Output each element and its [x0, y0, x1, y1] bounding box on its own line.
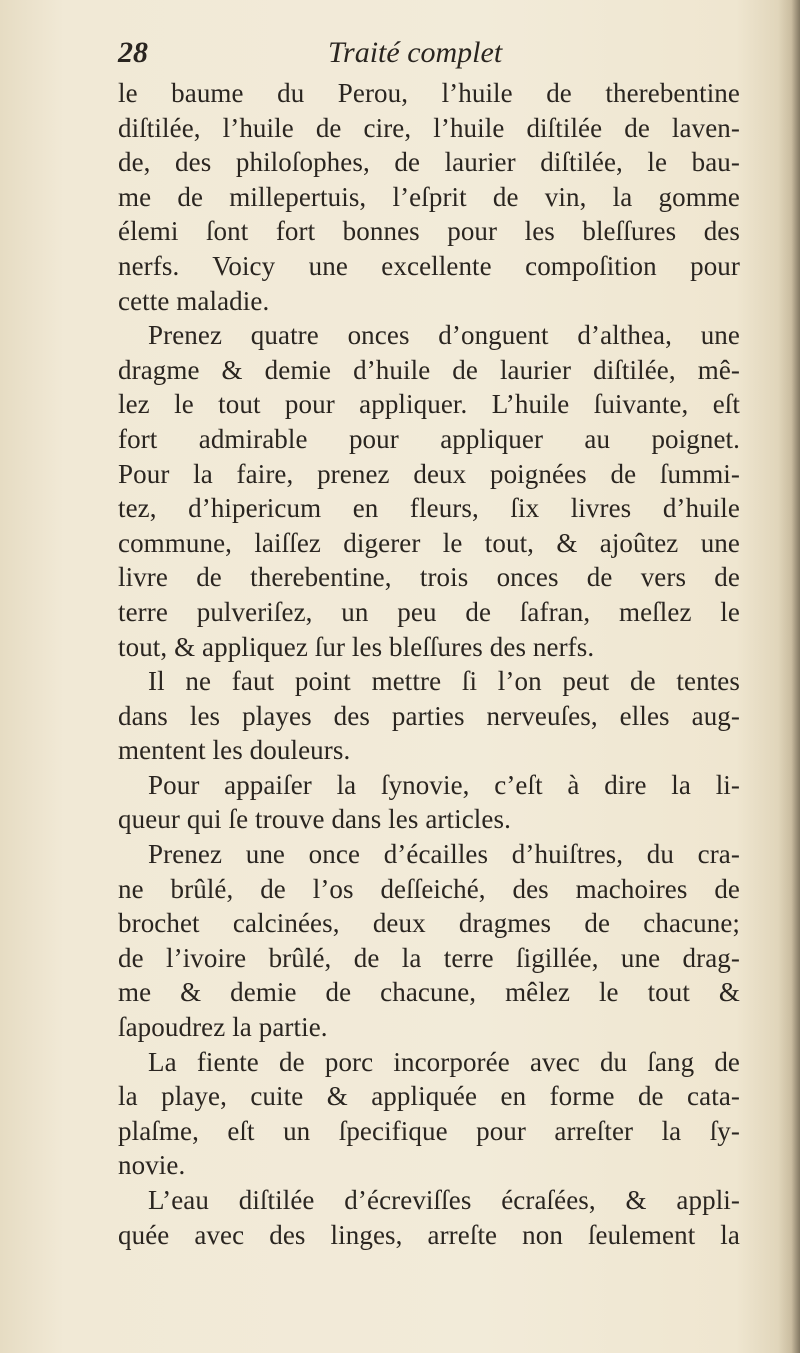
text-line: novie. — [118, 1150, 186, 1181]
text-line: La fiente de porc incorporée avec du ſang de — [148, 1046, 740, 1077]
text-line: commune, laiſſez digerer le tout, & ajoûtez une — [118, 527, 740, 558]
text-line: me & demie de chacune, mêlez le tout & — [118, 977, 740, 1008]
text-line: de l’ivoire brûlé, de la terre ſigillée, une drag- — [118, 942, 740, 973]
text-line: ne brûlé, de l’os deſſeiché, des machoires de — [118, 873, 740, 904]
text-line: mentent les douleurs. — [118, 735, 351, 766]
text-line: de, des philoſophes, de laurier diſtilée, le bau- — [118, 147, 740, 178]
text-line: Pour la faire, prenez deux poignées de ſummi- — [118, 458, 740, 489]
text-line: Prenez une once d’écailles d’huiſtres, du cra- — [148, 839, 740, 870]
text-line: tez, d’hipericum en fleurs, ſix livres d’huile — [118, 493, 740, 524]
text-line: tout, & appliquez ſur les bleſſures des nerfs. — [118, 631, 595, 662]
text-line: fort admirable pour appliquer au poignet. — [118, 423, 740, 454]
text-line: me de millepertuis, l’eſprit de vin, la gomme — [118, 181, 740, 212]
page-gutter-shadow — [778, 0, 800, 1353]
text-line: la playe, cuite & appliquée en forme de cata- — [118, 1081, 740, 1112]
body-text — [118, 76, 740, 1252]
text-line: quée avec des linges, arreſte non ſeulement la — [118, 1219, 740, 1250]
text-line: ſapoudrez la partie. — [118, 1012, 328, 1043]
text-line: livre de therebentine, trois onces de vers de — [118, 562, 740, 593]
page-header — [118, 36, 740, 76]
text-line: Il ne faut point mettre ſi l’on peut de tentes — [148, 666, 740, 697]
text-line: Prenez quatre onces d’onguent d’althea, une — [148, 320, 740, 351]
running-title: Traité complet — [328, 36, 503, 69]
text-line: plaſme, eſt un ſpecifique pour arreſter la ſy- — [118, 1115, 740, 1146]
text-line: diſtilée, l’huile de cire, l’huile diſtilée de laven- — [118, 112, 740, 143]
text-line: dans les playes des parties nerveuſes, elles aug- — [118, 700, 740, 731]
text-line: nerfs. Voicy une excellente compoſition pour — [118, 250, 740, 281]
text-line: L’eau diſtilée d’écreviſſes écraſées, & appli- — [148, 1185, 740, 1215]
text-line: le baume du Perou, l’huile de therebentine — [118, 78, 740, 108]
text-line: cette maladie. — [118, 285, 270, 316]
page-number: 28 — [118, 36, 148, 69]
text-line: Pour appaiſer la ſynovie, c’eſt à dire la li- — [148, 769, 740, 800]
text-line: terre pulveriſez, un peu de ſafran, meſlez le — [118, 596, 740, 627]
text-line: élemi ſont fort bonnes pour les bleſſures des — [118, 216, 740, 247]
text-line: lez le tout pour appliquer. L’huile ſuivante, eſt — [118, 389, 740, 420]
text-line: dragme & demie d’huile de laurier diſtilée, mê- — [118, 354, 740, 385]
text-line: queur qui ſe trouve dans les articles. — [118, 804, 511, 835]
text-line: brochet calcinées, deux dragmes de chacune; — [118, 908, 740, 939]
